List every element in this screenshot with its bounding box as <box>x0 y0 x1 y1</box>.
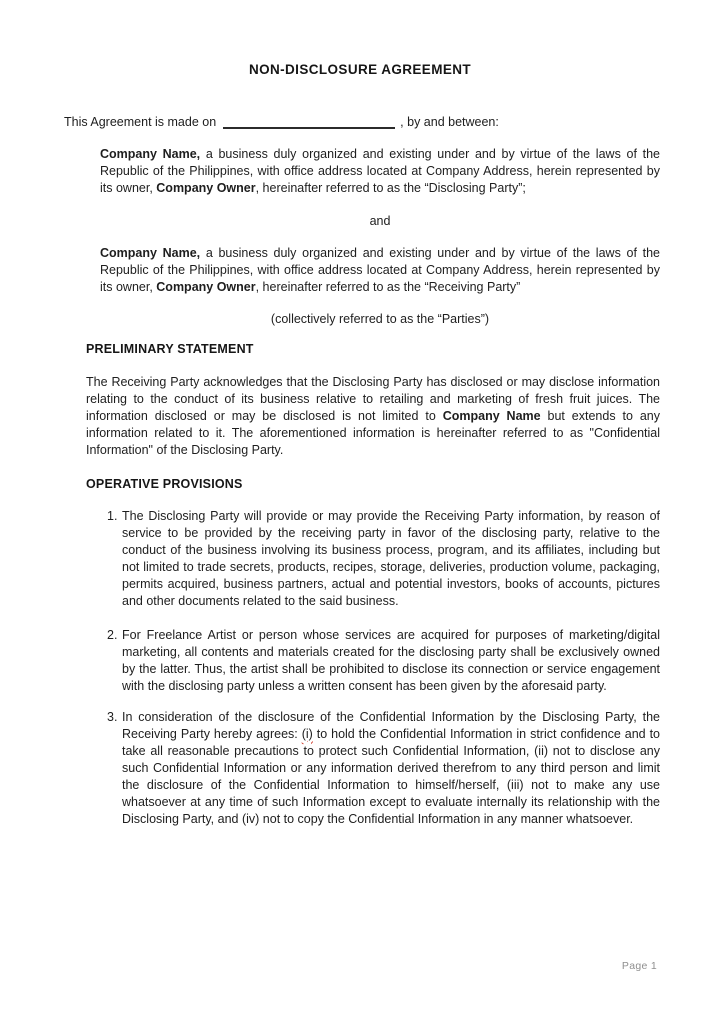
preliminary-text-1: The Receiving Party acknowledges that the Disclosing Party has disclosed or may disclose information relating to the conduct of its business relative to retailing and marketing of fresh fruit juices. The information disclosed or may be disclosed is not limited to <box>86 375 660 423</box>
collective-line: (collectively referred to as the “Parties”) <box>270 312 490 326</box>
receiving-company-owner: Company Owner <box>156 280 256 294</box>
disclosing-party-text-1: a business duly organized and existing under and by virtue of the laws of the Republic of the Philippines, with office address located at Company Address, herein represented by its owner, <box>100 147 660 195</box>
date-blank-line <box>223 114 395 129</box>
provision-number-2: 2. <box>107 628 118 642</box>
operative-provisions-heading: OPERATIVE PROVISIONS <box>86 477 243 491</box>
receiving-party-paragraph <box>100 245 660 296</box>
receiving-party-text-1: a business duly organized and existing under and by virtue of the laws of the Republic of the Philippines, with office address located at Company Address, herein represented by its owner, <box>100 246 660 294</box>
intro-line <box>64 114 660 131</box>
disclosing-party-paragraph <box>100 146 660 197</box>
page-number: Page 1 <box>621 960 657 972</box>
provision-item-3 <box>86 709 660 828</box>
provision-item-1 <box>86 508 660 610</box>
provision-3-text-a: In consideration of the disclosure of the Confidential Information by the Disclosing Party, the Receiving Party hereby agrees: <box>122 710 660 741</box>
intro-suffix: , by and between: <box>400 115 499 129</box>
provision-item-2 <box>86 627 660 695</box>
provision-text-1: The Disclosing Party will provide or may provide the Receiving Party information, by reason of service to be provided by the receiving party in favor of the disclosing party, relative to the conduct of the business involving its business process, program, and its affiliates, including but not limited to trade secrets, products, recipes, storage, deliveries, production volume, packaging, permits acquired, business partners, actual and potential investors, books of accounts, pictures and other documents related to the said business. <box>122 509 660 608</box>
provision-text-3 <box>122 709 660 828</box>
receiving-company-name: Company Name, <box>100 246 201 260</box>
connector-and: and <box>369 214 391 228</box>
preliminary-paragraph <box>86 374 660 459</box>
receiving-party-text-2: , hereinafter referred to as the “Receiving Party” <box>255 280 521 294</box>
provision-text-2: For Freelance Artist or person whose services are acquired for purposes of marketing/digital marketing, all contents and materials created for the disclosing party shall be exclusively owned by the latter. Thus, the artist shall be prohibited to disclose its connection or service engagement with the disclosing party unless a written consent has been given by the aforesaid party. <box>122 628 660 693</box>
document-body <box>64 0 660 828</box>
preliminary-text-2: but extends to any information related to it. The aforementioned information is hereinafter referred to as "Confidential Information" of the Disclosing Party. <box>86 409 660 457</box>
disclosing-company-name: Company Name, <box>100 147 201 161</box>
provision-number-1: 1. <box>107 509 118 523</box>
preliminary-statement-heading: PRELIMINARY STATEMENT <box>86 342 254 356</box>
preliminary-company-name: Company Name <box>442 409 541 423</box>
intro-prefix: This Agreement is made on <box>64 115 217 129</box>
provision-3-spellcheck-marked: (i) <box>301 727 313 741</box>
disclosing-party-text-2: , hereinafter referred to as the “Disclosing Party”; <box>255 181 526 195</box>
disclosing-company-owner: Company Owner <box>156 181 256 195</box>
document-title: NON-DISCLOSURE AGREEMENT <box>248 62 472 77</box>
provision-3-text-b: to hold the Confidential Information in strict confidence and to take all reasonable precautions to protect such Confidential Information, (ii) not to disclose any such Confidential Information or any information derived therefrom to any third person and limit the disclosure of the Confidential Information to himself/herself, (iii) not to make any use whatsoever at any time of such Information except to evaluate internally its relationship with the Disclosing Party, and (iv) not to copy the Confidential Information in any manner whatsoever. <box>122 727 660 826</box>
provision-number-3: 3. <box>107 710 118 724</box>
